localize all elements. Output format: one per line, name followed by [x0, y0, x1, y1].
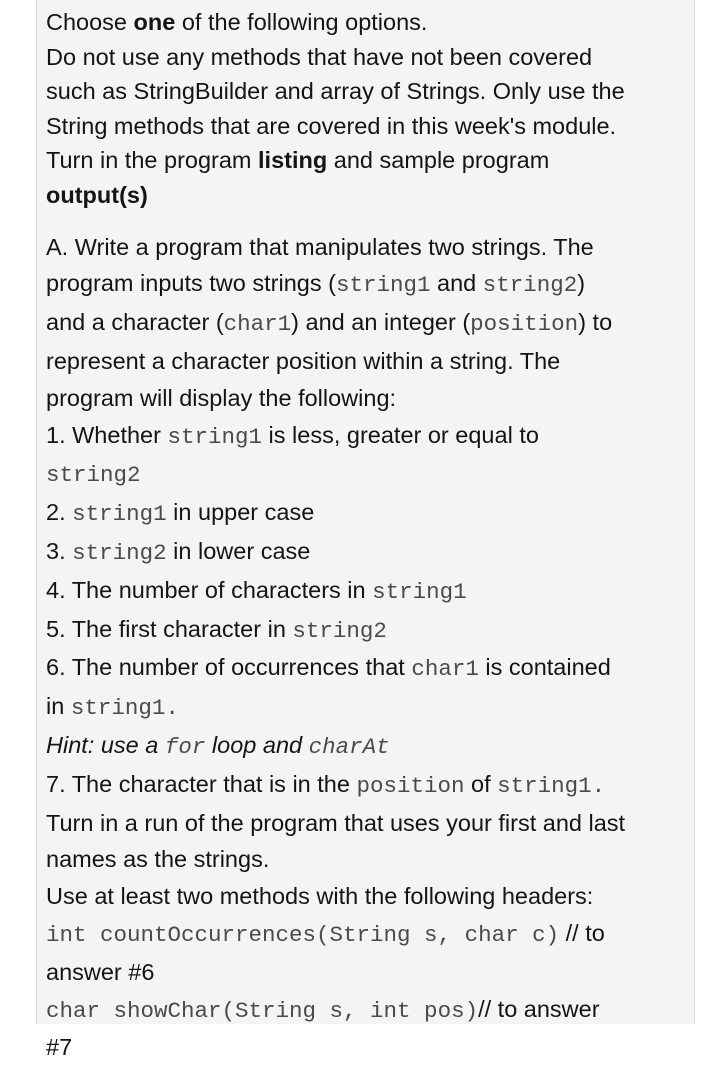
list-item-5: 5. The first character in string2 — [46, 615, 387, 644]
option-a-line-5: program will display the following: — [46, 384, 397, 411]
method-header-1: int countOccurrences(String s, char c) // to — [46, 919, 605, 948]
method-header-2-cont: #7 — [46, 1034, 73, 1061]
intro-line-1: Choose one of the following options. — [46, 9, 428, 35]
intro-line-4: String methods that are covered in this week's module. — [46, 112, 617, 139]
assignment-panel — [36, 0, 695, 1061]
method-header-2: char showChar(String s, int pos)// to answer — [46, 995, 600, 1024]
section-gap — [46, 213, 694, 229]
option-a-line-3: and a character (char1) and an integer (position) to — [46, 309, 613, 338]
list-item-6: 6. The number of occurrences that char1 is contained — [46, 654, 611, 683]
methods-line-1: Use at least two methods with the following headers: — [46, 883, 594, 910]
intro-line-5: Turn in the program listing and sample program — [46, 147, 550, 174]
intro-section — [46, 5, 694, 213]
hint-line: Hint: use a for loop and charAt — [46, 731, 390, 760]
list-item-1: 1. Whether string1 is less, greater or equal to — [46, 421, 539, 450]
intro-line-3: such as StringBuilder and array of Strings. Only use the — [46, 78, 625, 105]
list-item-6-cont: in string1. — [46, 693, 179, 722]
option-a-line-1: A. Write a program that manipulates two strings. The — [46, 233, 594, 260]
option-a-line-2: program inputs two strings (string1 and string2) — [46, 270, 586, 299]
option-a-section — [46, 229, 694, 1066]
intro-line-2: Do not use any methods that have not been covered — [46, 43, 593, 70]
intro-line-6: output(s) — [46, 181, 148, 208]
turn-in-line-1: Turn in a run of the program that uses your first and last — [46, 809, 626, 836]
list-item-7: 7. The character that is in the position of string1. — [46, 770, 606, 799]
turn-in-line-2: names as the strings. — [46, 846, 270, 873]
method-header-1-cont: answer #6 — [46, 958, 155, 985]
list-item-2: 2. string1 in upper case — [46, 499, 315, 528]
option-a-line-4: represent a character position within a string. The — [46, 347, 561, 374]
list-item-4: 4. The number of characters in string1 — [46, 576, 467, 605]
list-item-3: 3. string2 in lower case — [46, 537, 311, 566]
list-item-1-cont: string2 — [46, 462, 141, 489]
